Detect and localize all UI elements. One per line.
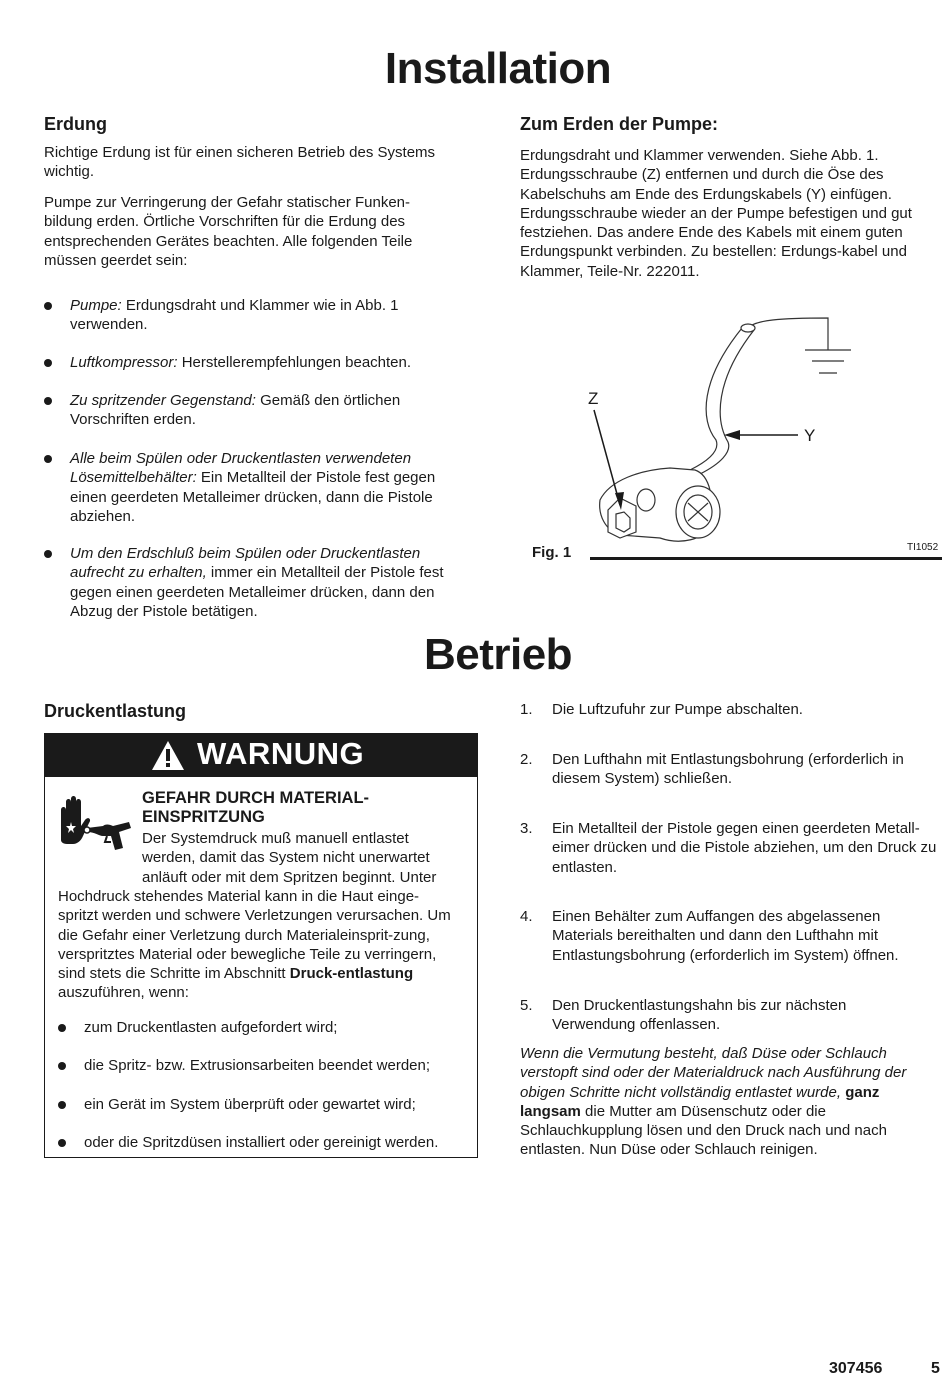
bullet-icon (44, 397, 52, 405)
step-item (520, 700, 930, 719)
bullet-lead: Luftkompressor: (70, 354, 178, 371)
bullet-icon (58, 1062, 66, 1070)
warning-triangle-icon (151, 740, 185, 771)
step-text: Einen Behälter zum Auffangen des abgelassenen Materials bereithalten und dann den Lufthahn mit Entlastungsbohrung (erforderlich im System) öffnen. (552, 908, 899, 964)
pumpe-paragraph: Erdungsdraht und Klammer verwenden. Siehe Abb. 1. Erdungsschraube (Z) entfernen und durch die Öse des Kabelschuhs am Ende des Erdungskabels (Y) einfügen. Erdungsschraube wieder an der Pumpe befestigen und gut festziehen. Das andere Ende des Kabels mit einem guten Erdungspunkt verbinden. Zu bestellen: Erdungs-kabel und Klammer, Teile-Nr. 222011. (520, 147, 912, 280)
step-number: 5. (520, 997, 533, 1014)
doc-number: 307456 (829, 1360, 883, 1377)
bullet-text: Ein Metallteil der Pistole fest gegen einen geerdeten Metalleimer drücken, dann die Pistole abziehen. (70, 469, 436, 525)
step-text: Die Luftzufuhr zur Pumpe abschalten. (552, 701, 803, 718)
step-number: 4. (520, 908, 533, 925)
warning-body-end: auszuführen, wenn: (58, 984, 189, 1002)
step-number: 3. (520, 820, 533, 837)
step-number: 2. (520, 751, 533, 768)
bullet-text: Herstellerempfehlungen beachten. (177, 354, 412, 371)
hazard-title-line-1: GEFAHR DURCH MATERIAL- (142, 789, 370, 807)
installation-title: Installation (384, 44, 612, 93)
figure-label-z: Z (588, 389, 599, 408)
bullet-text: Erdungsdraht und Klammer wie in Abb. 1 verwenden. (70, 297, 399, 334)
warning-body-intro: Der Systemdruck muß manuell entlastet werden, damit das System nicht unerwartet anläuft oder mit dem Spritzen beginnt. Unter (142, 830, 437, 886)
list-item (44, 391, 454, 430)
step-number: 1. (520, 701, 533, 718)
bullet-lead: Um den Erdschluß beim Spülen oder Druckentlasten aufrecht zu erhalten, (70, 545, 421, 582)
bullet-icon (58, 1139, 66, 1147)
hazard-title (142, 789, 369, 828)
step-text: Den Druckentlastungshahn bis zur nächsten Verwendung offenlassen. (552, 997, 847, 1034)
list-item (44, 544, 469, 621)
bullet-text: Gemäß den örtlichen Vorschriften erden. (70, 392, 401, 429)
injection-hazard-icon (57, 796, 135, 856)
bullet-text: immer ein Metallteil der Pistole fest gegen einen geerdeten Metalleimer drücken, dann den Abzug der Pistole betätigen. (70, 564, 444, 620)
figure-rule (590, 557, 942, 560)
bullet-icon (44, 302, 52, 310)
hazard-title-line-2: EINSPRITZUNG (142, 808, 265, 827)
step-item (520, 907, 930, 965)
erdung-paragraph-1: Richtige Erdung ist für einen sicheren Betrieb des Systems wichtig. (44, 144, 436, 181)
erdung-paragraph-2: Pumpe zur Verringerung der Gefahr statischer Funken-bildung erden. Örtliche Vorschriften für die Erdung des entsprechenden Gerätes beachten. Alle folgenden Teile müssen geerdet sein: (44, 194, 413, 269)
step-text: Ein Metallteil der Pistole gegen einen geerdeten Metall-eimer drücken und die Pistole abziehen, um den Druck zu entlasten. (552, 820, 937, 876)
list-item: oder die Spritzdüsen installiert oder gereinigt werden. (58, 1133, 473, 1152)
warning-banner (45, 734, 477, 777)
list-item: die Spritz- bzw. Extrusionsarbeiten beendet werden; (58, 1056, 468, 1075)
list-item (44, 449, 469, 526)
warning-body-text: Hochdruck stehendes Material kann in die Haut einge-spritzt werden und schwere Verletzungen verursachen. Um die Gefahr einer Verletzung durch Materialeinsprit-zung, verspritztes Material oder bewegliche Teile zu verringern, sind stets die Schritte im Abschnitt (58, 888, 451, 983)
grounding-figure (520, 300, 945, 570)
ground-wire (748, 318, 828, 350)
ground-cable (690, 328, 742, 470)
warning-body (58, 887, 458, 1003)
warning-body-link: Druck-entlastung (289, 965, 414, 983)
step-item (520, 750, 935, 789)
druckentlastung-heading: Druckentlastung (44, 701, 187, 721)
figure-caption: Fig. 1 (532, 544, 572, 561)
betrieb-title: Betrieb (423, 630, 573, 679)
figure-code: TI1052 (907, 542, 939, 553)
bullet-lead: Zu spritzender Gegenstand: (70, 392, 256, 409)
step-text: Den Lufthahn mit Entlastungsbohrung (erforderlich in diesem System) schließen. (552, 751, 904, 788)
step-item (520, 996, 930, 1035)
erdung-heading: Erdung (44, 114, 107, 134)
note-italic: Wenn die Vermutung besteht, daß Düse oder Schlauch verstopft sind oder der Materialdruck nach Ausführung der obigen Schritte nicht vollständig entlastet wurde, (520, 1045, 907, 1101)
note-paragraph (520, 1044, 925, 1160)
bullet-lead: Alle beim Spülen oder Druckentlasten verwendeten Lösemittelbehälter: (70, 450, 412, 487)
list-item: zum Druckentlasten aufgefordert wird; (58, 1018, 468, 1037)
bullet-icon (58, 1101, 66, 1109)
page-number: 5 (931, 1360, 940, 1377)
bullet-icon (44, 550, 52, 558)
step-item (520, 819, 945, 877)
bullet-lead: Pumpe: (70, 297, 122, 314)
bullet-icon (58, 1024, 66, 1032)
note-bold: ganz langsam (520, 1083, 880, 1120)
pumpe-heading: Zum Erden der Pumpe: (520, 114, 719, 134)
list-item (44, 353, 464, 372)
bullet-icon (44, 455, 52, 463)
warning-label: WARNUNG (197, 736, 365, 771)
list-item (44, 296, 464, 335)
note-text: die Mutter am Düsenschutz oder die Schlauchkupplung lösen und den Druck nach und nach entlasten. Nun Düse oder Schlauch reinigen. (520, 1102, 887, 1159)
figure-label-y: Y (804, 426, 816, 445)
list-item: ein Gerät im System überprüft oder gewartet wird; (58, 1095, 468, 1114)
warning-box (44, 733, 478, 1158)
bullet-icon (44, 359, 52, 367)
